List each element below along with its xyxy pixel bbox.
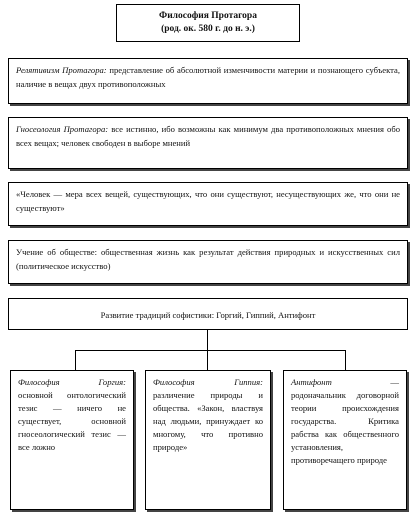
gorgias-box [10,370,134,510]
man-measure-text: «Человек — мера всех вещей, существующих, что они существуют, несуществующих же, что они не существуют» [16,189,400,213]
relativism-body: представление об абсолютной изменчивости материи и познающего субъекта, наличие в вещах двух противоположных [16,65,400,89]
relativism-text [16,63,400,91]
antiphon-lead: Антифонт [291,377,332,387]
connector-trunk [207,330,208,350]
antiphon-box [283,370,407,510]
connector-right [345,350,346,370]
title-line-1: Философия Протагора [159,11,257,21]
hippias-box [145,370,271,510]
relativism-box [8,58,408,104]
relativism-lead: Релятивизм Протагора: [16,65,107,75]
sophists-box [8,298,408,330]
hippias-body: различение природы и общества. «Закон, властвуя над людьми, принуждает ко многому, что противно природе» [153,390,263,452]
gorgias-text [18,376,126,454]
title-line-2: (род. ок. 580 г. до н. э.) [161,24,255,34]
man-measure-box [8,182,408,226]
gnoseology-body: все истинно, ибо возможны как минимум два противоположных мнения обо всех вещах; человек свободен в выборе мнений [16,124,400,148]
society-box [8,240,408,284]
sophists-text: Развитие традиций софистики: Горгий, Гиппий, Антифонт [100,310,316,320]
diagram-title-box [116,4,300,42]
society-text: Учение об обществе: общественная жизнь как результат действия природных и искусственных сил (политическое искусство) [16,247,400,271]
connector-horizontal [75,350,345,351]
gorgias-lead: Философия Горгия: [18,377,126,387]
antiphon-text [291,376,399,467]
connector-left [75,350,76,370]
connector-middle [207,350,208,370]
gnoseology-text [16,122,400,150]
gnoseology-box [8,117,408,169]
gnoseology-lead: Гносеология Протагора: [16,124,109,134]
antiphon-body: — родоначальник договорной теории происхождения государства. Критика рабства как общественного установления, противоречащего природе [291,377,399,465]
hippias-text [153,376,263,454]
hippias-lead: Философия Гиппия: [153,377,263,387]
gorgias-body: основной онтологический тезис — ничего не существует, основной гносеологический тезис — все ложно [18,390,126,452]
